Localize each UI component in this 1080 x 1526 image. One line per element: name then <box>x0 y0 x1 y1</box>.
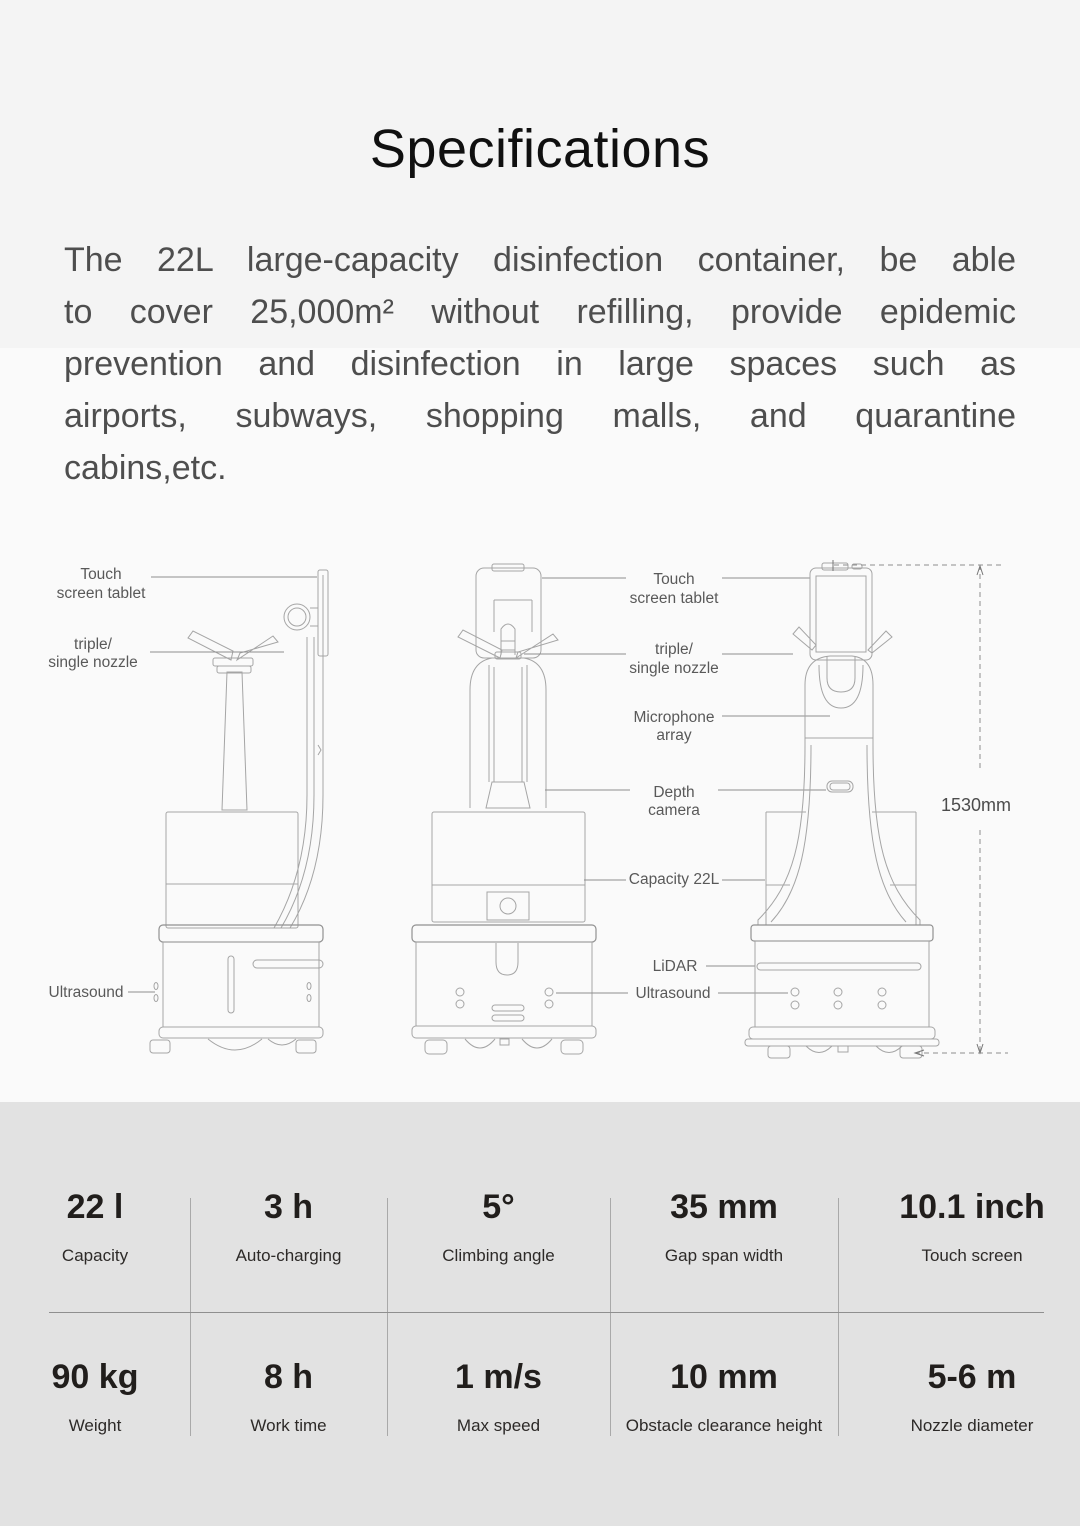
ultrasound-sensor <box>307 983 311 990</box>
robot-base <box>154 925 323 1038</box>
label-microphone-array: array <box>656 727 692 744</box>
spec-cell-capacity <box>0 1186 190 1266</box>
head-and-microphone <box>805 656 873 745</box>
body-bell <box>758 745 920 925</box>
spec-label: Touch screen <box>921 1246 1023 1265</box>
ultrasound-sensor <box>791 988 799 996</box>
spec-row <box>0 1186 1080 1266</box>
spec-cell-weight <box>0 1356 190 1436</box>
spec-label: Auto-charging <box>235 1246 342 1265</box>
spec-label: Capacity <box>61 1246 129 1265</box>
triple-nozzle-wings <box>793 627 892 653</box>
label-microphone-array: Microphone <box>633 709 715 726</box>
spec-label: Climbing angle <box>442 1246 555 1265</box>
intro-paragraph <box>64 234 1016 494</box>
spec-cell-auto-charging <box>190 1186 387 1266</box>
label-touch-screen-tablet: screen tablet <box>56 585 146 602</box>
touch-screen-tablet <box>810 563 872 660</box>
nozzle-pole <box>470 658 546 808</box>
ultrasound-sensor <box>545 988 553 996</box>
spec-value: 90 kg <box>51 1358 139 1396</box>
lidar-slot <box>757 963 921 970</box>
spec-value: 35 mm <box>670 1188 778 1226</box>
spec-cell-max-speed <box>387 1356 610 1436</box>
front-camera-lens <box>500 898 516 914</box>
intro-line: cabins,etc. <box>64 449 227 487</box>
nozzle-column <box>213 658 253 810</box>
robot-back-view <box>745 563 939 1058</box>
spec-cell-touch-screen <box>838 1186 1080 1266</box>
ultrasound-sensor <box>878 988 886 996</box>
label-nozzle: triple/ <box>74 636 112 653</box>
label-nozzle: single nozzle <box>629 660 719 677</box>
ultrasound-sensor <box>834 988 842 996</box>
ultrasound-sensor <box>456 1000 464 1008</box>
intro-line: The 22L large-capacity disinfection container, be able <box>64 241 1016 279</box>
spec-row <box>0 1356 1080 1436</box>
ultrasound-sensor <box>791 1001 799 1009</box>
intro-line: to cover 25,000m² without refilling, provide epidemic <box>64 293 1016 331</box>
spec-cell-gap-span-width <box>610 1186 838 1266</box>
label-nozzle: single nozzle <box>48 654 138 671</box>
spec-value: 5-6 m <box>927 1358 1017 1396</box>
spec-label: Nozzle diameter <box>910 1416 1034 1435</box>
spec-cell-climbing-angle <box>387 1186 610 1266</box>
label-ultrasound: Ultrasound <box>635 985 711 1002</box>
label-lidar: LiDAR <box>652 958 698 975</box>
front-bumper <box>496 943 518 975</box>
spec-value: 1 m/s <box>455 1358 542 1396</box>
spec-cell-work-time <box>190 1356 387 1436</box>
robot-base <box>745 925 939 1046</box>
spec-value: 10.1 inch <box>899 1188 1045 1226</box>
triple-nozzle-wings <box>188 631 278 660</box>
ultrasound-sensor <box>154 995 158 1002</box>
spec-value: 3 h <box>263 1188 314 1226</box>
touch-screen-tablet <box>476 564 541 658</box>
ultrasound-sensor <box>834 1001 842 1009</box>
label-ultrasound: Ultrasound <box>48 984 124 1001</box>
table-background-band <box>0 1102 1080 1526</box>
robot-front-view <box>412 564 596 1054</box>
ultrasound-sensor <box>456 988 464 996</box>
triple-nozzle-wings <box>458 630 558 659</box>
spec-label: Max speed <box>456 1416 541 1435</box>
page-title: Specifications <box>369 119 711 179</box>
intro-line: prevention and disinfection in large spaces such as <box>64 345 1016 383</box>
spec-value: 10 mm <box>670 1358 778 1396</box>
spec-label: Weight <box>68 1416 122 1435</box>
height-dimension <box>833 560 1011 1056</box>
spec-value: 5° <box>482 1188 515 1226</box>
spec-label: Work time <box>250 1416 327 1435</box>
ultrasound-sensor <box>545 1000 553 1008</box>
wheels <box>768 1046 922 1058</box>
spec-label: Obstacle clearance height <box>625 1416 823 1435</box>
wheels <box>150 1039 316 1053</box>
ultrasound-sensor <box>878 1001 886 1009</box>
spec-value: 22 l <box>66 1188 124 1226</box>
front-camera-box <box>487 892 529 920</box>
label-nozzle: triple/ <box>655 641 693 658</box>
spec-value: 8 h <box>263 1358 314 1396</box>
center-callouts <box>524 571 830 1002</box>
spec-label: Gap span width <box>664 1246 784 1265</box>
ultrasound-sensor <box>154 983 158 990</box>
disinfection-tank <box>166 812 298 928</box>
robot-diagrams <box>0 545 1080 1105</box>
intro-line: airports, subways, shopping malls, and quarantine <box>64 397 1016 435</box>
disinfection-tank <box>766 812 916 925</box>
ultrasound-sensor <box>307 995 311 1002</box>
label-capacity: Capacity 22L <box>628 871 720 888</box>
label-touch-screen-tablet: Touch <box>80 566 122 583</box>
label-depth-camera: Depth <box>653 784 695 801</box>
disinfection-tank <box>432 812 585 922</box>
robot-base <box>412 925 596 1038</box>
spec-cell-nozzle-diameter <box>838 1356 1080 1436</box>
spec-cell-obstacle-clearance <box>610 1356 838 1436</box>
side-view-callouts <box>48 566 317 1001</box>
dimension-label: 1530mm <box>940 795 1012 815</box>
label-touch-screen-tablet: Touch <box>653 571 695 588</box>
robot-side-view <box>150 570 328 1053</box>
wheels <box>425 1039 583 1054</box>
row-divider <box>49 1312 1044 1313</box>
label-touch-screen-tablet: screen tablet <box>629 590 719 607</box>
label-depth-camera: camera <box>648 802 700 819</box>
